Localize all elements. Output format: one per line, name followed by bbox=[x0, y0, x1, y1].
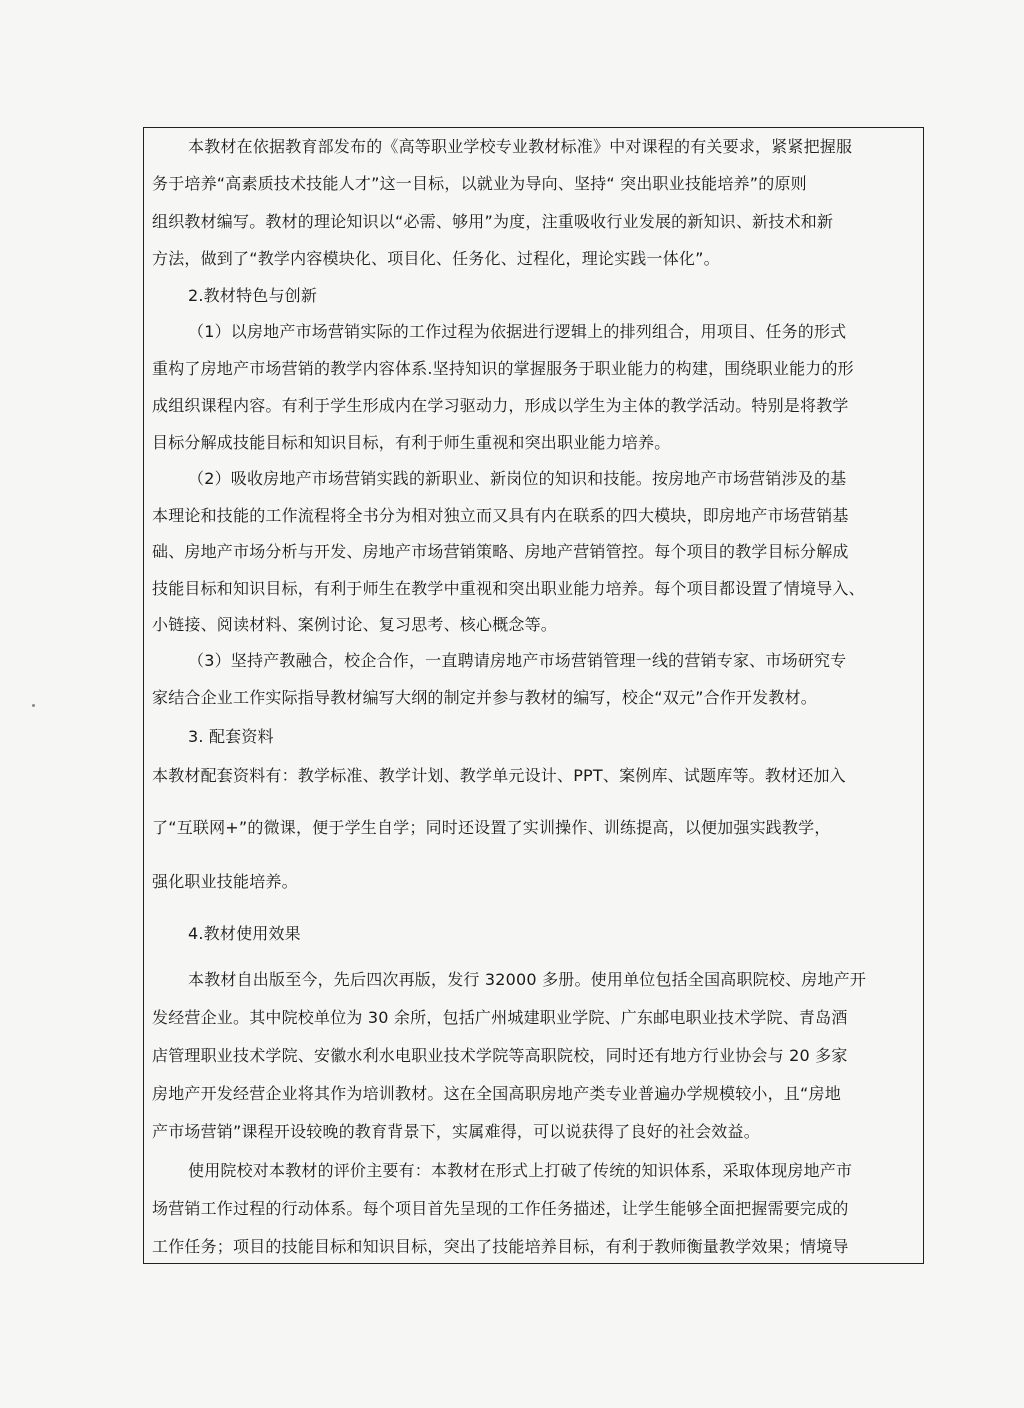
text-line: 场营销工作过程的行动体系。每个项目首先呈现的工作任务描述，让学生能够全面把握需要完成的 bbox=[152, 1199, 849, 1218]
text-line: 房地产开发经营企业将其作为培训教材。这在全国高职房地产类专业普遍办学规模较小，且“房地 bbox=[152, 1084, 841, 1103]
text-line: 店管理职业技术学院、安徽水利水电职业技术学院等高职院校，同时还有地方行业协会与 20 多家 bbox=[152, 1046, 848, 1065]
text-line: 组织教材编写。教材的理论知识以“必需、够用”为度，注重吸收行业发展的新知识、新技术和新 bbox=[152, 212, 834, 231]
text-line: 目标分解成技能目标和知识目标，有利于师生重视和突出职业能力培养。 bbox=[152, 433, 671, 452]
text-line: 本教材配套资料有：教学标准、教学计划、教学单元设计、PPT、案例库、试题库等。教材还加入 bbox=[152, 766, 846, 785]
text-line: 工作任务；项目的技能目标和知识目标，突出了技能培养目标，有利于教师衡量教学效果；情境导 bbox=[152, 1237, 849, 1256]
text-line: 本理论和技能的工作流程将全书分为相对独立而又具有内在联系的四大模块，即房地产市场营销基 bbox=[152, 506, 849, 525]
section-heading: 4.教材使用效果 bbox=[188, 924, 301, 943]
text-line: （3）坚持产教融合，校企合作，一直聘请房地产市场营销管理一线的营销专家、市场研究专 bbox=[188, 651, 847, 670]
text-line: 强化职业技能培养。 bbox=[152, 872, 298, 891]
text-line: 产市场营销”课程开设较晚的教育背景下，实属难得，可以说获得了良好的社会效益。 bbox=[152, 1122, 760, 1141]
text-line: 重构了房地产市场营销的教学内容体系.坚持知识的掌握服务于职业能力的构建，围绕职业能力的形 bbox=[152, 359, 854, 378]
scan-speck bbox=[32, 704, 35, 707]
text-line: 家结合企业工作实际指导教材编写大纲的制定并参与教材的编写，校企“双元”合作开发教材。 bbox=[152, 688, 817, 707]
text-line: 本教材在依据教育部发布的《高等职业学校专业教材标准》中对课程的有关要求，紧紧把握服 bbox=[188, 137, 853, 156]
text-line: 础、房地产市场分析与开发、房地产市场营销策略、房地产营销管控。每个项目的教学目标分解成 bbox=[152, 542, 849, 561]
text-line: 小链接、阅读材料、案例讨论、复习思考、核心概念等。 bbox=[152, 615, 558, 634]
text-line: 发经营企业。其中院校单位为 30 余所，包括广州城建职业学院、广东邮电职业技术学院、青岛酒 bbox=[152, 1008, 848, 1027]
text-line: 成组织课程内容。有利于学生形成内在学习驱动力，形成以学生为主体的教学活动。特别是将教学 bbox=[152, 396, 849, 415]
text-line: （1）以房地产市场营销实际的工作过程为依据进行逻辑上的排列组合，用项目、任务的形式 bbox=[188, 322, 847, 341]
section-heading: 3. 配套资料 bbox=[188, 727, 274, 746]
text-line: 本教材自出版至今，先后四次再版，发行 32000 多册。使用单位包括全国高职院校、房地产开 bbox=[188, 970, 867, 989]
section-heading: 2.教材特色与创新 bbox=[188, 286, 318, 305]
text-line: 了“互联网+”的微课，便于学生自学；同时还设置了实训操作、训练提高，以便加强实践教学， bbox=[152, 818, 831, 837]
text-line: 方法，做到了“教学内容模块化、项目化、任务化、过程化，理论实践一体化”。 bbox=[152, 249, 720, 268]
text-line: 使用院校对本教材的评价主要有：本教材在形式上打破了传统的知识体系，采取体现房地产市 bbox=[188, 1161, 853, 1180]
text-line: 务于培养“高素质技术技能人才”这一目标，以就业为导向、坚持“ 突出职业技能培养”的原则 bbox=[152, 174, 807, 193]
text-line: （2）吸收房地产市场营销实践的新职业、新岗位的知识和技能。按房地产市场营销涉及的基 bbox=[188, 469, 847, 488]
text-line: 技能目标和知识目标，有利于师生在教学中重视和突出职业能力培养。每个项目都设置了情境导入、 bbox=[152, 579, 865, 598]
